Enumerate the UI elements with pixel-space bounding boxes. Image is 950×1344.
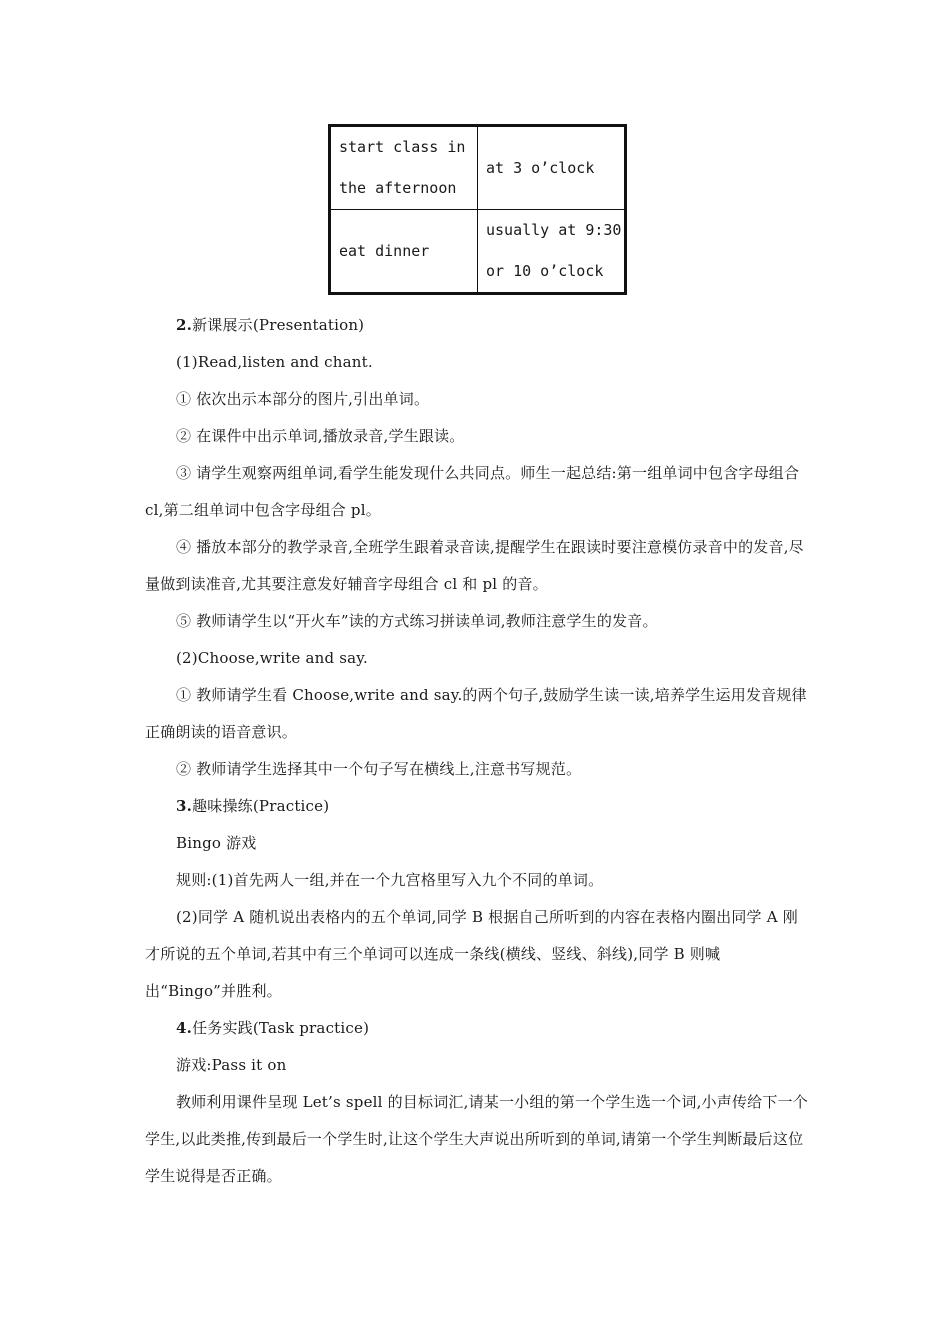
- paragraph: ① 教师请学生看 Choose,write and say.的两个句子,鼓励学生读一读,培养学生运用发音规律正确朗读的语音意识。: [145, 686, 807, 741]
- cell-line: the afternoon: [339, 179, 457, 197]
- table-row: [330, 126, 626, 210]
- paragraph: 规则:(1)首先两人一组,并在一个九宫格里写入九个不同的单词。: [176, 871, 604, 889]
- schedule-table: [328, 124, 627, 295]
- section-title: 任务实践(Task practice): [192, 1019, 370, 1037]
- section-number: 2.: [176, 316, 193, 334]
- section-heading: [145, 788, 810, 825]
- paragraph: ⑤ 教师请学生以“开火车”读的方式练习拼读单词,教师注意学生的发音。: [176, 612, 658, 630]
- cell-line: start class in: [339, 138, 466, 156]
- paragraph: ① 依次出示本部分的图片,引出单词。: [176, 390, 430, 408]
- paragraph: 游戏:Pass it on: [176, 1056, 287, 1074]
- section-heading: [145, 1010, 810, 1047]
- paragraph: ② 教师请学生选择其中一个句子写在横线上,注意书写规范。: [176, 760, 582, 778]
- cell-line: at 3 o’clock: [486, 158, 595, 177]
- section-number: 4.: [176, 1019, 193, 1037]
- section-title: 新课展示(Presentation): [192, 316, 365, 334]
- table-cell-activity: [330, 126, 478, 210]
- paragraph: (2)同学 A 随机说出表格内的五个单词,同学 B 根据自己所听到的内容在表格内圈出同学 A 刚才所说的五个单词,若其中有三个单词可以连成一条线(横线、竖线、斜线),同学 B 则喊出“Bingo”并胜利。: [145, 908, 798, 1000]
- cell-line: or 10 o’clock: [486, 262, 604, 280]
- table-cell-activity: [330, 210, 478, 294]
- paragraph: (2)Choose,write and say.: [176, 649, 368, 667]
- paragraph: (1)Read,listen and chant.: [176, 353, 373, 371]
- table-row: [330, 210, 626, 294]
- paragraph: ④ 播放本部分的教学录音,全班学生跟着录音读,提醒学生在跟读时要注意模仿录音中的发音,尽量做到读准音,尤其要注意发好辅音字母组合 cl 和 pl 的音。: [145, 538, 804, 593]
- paragraph: Bingo 游戏: [176, 834, 257, 852]
- section-heading: [145, 307, 810, 344]
- paragraph: 教师利用课件呈现 Let’s spell 的目标词汇,请某一小组的第一个学生选一个词,小声传给下一个学生,以此类推,传到最后一个学生时,让这个学生大声说出所听到的单词,请第一个学生判断最后这位学生说得是否正确。: [145, 1093, 808, 1185]
- section-number: 3.: [176, 797, 193, 815]
- paragraph: ③ 请学生观察两组单词,看学生能发现什么共同点。师生一起总结:第一组单词中包含字母组合 cl,第二组单词中包含字母组合 pl。: [145, 464, 800, 519]
- table-cell-time: [478, 210, 626, 294]
- cell-line: usually at 9:30: [486, 221, 622, 239]
- paragraph: ② 在课件中出示单词,播放录音,学生跟读。: [176, 427, 465, 445]
- cell-line: eat dinner: [339, 241, 430, 260]
- table-cell-time: [478, 126, 626, 210]
- section-title: 趣味操练(Practice): [192, 797, 330, 815]
- lesson-body: [145, 307, 810, 1195]
